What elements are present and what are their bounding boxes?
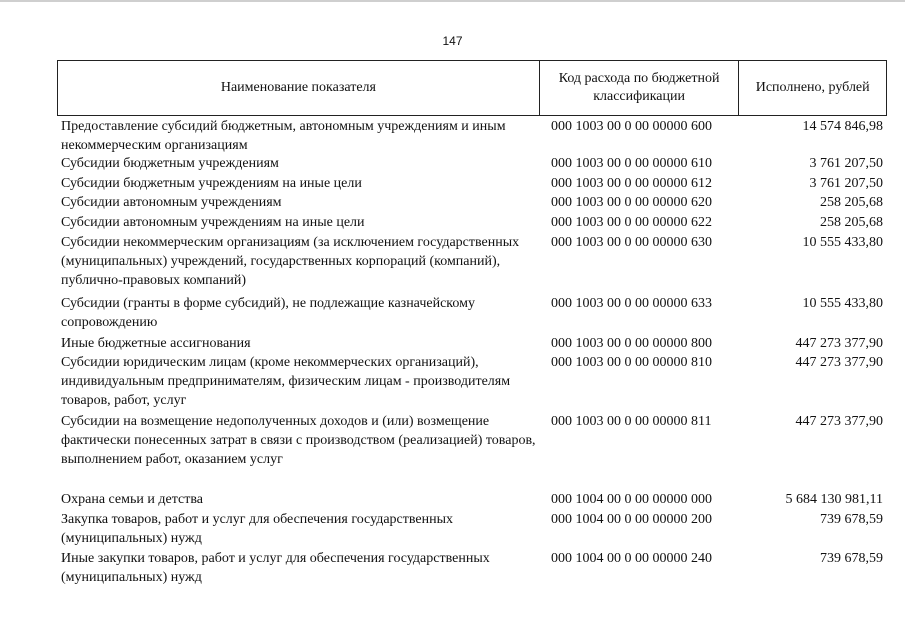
row-name: Закупка товаров, работ и услуг для обеспечения государственных (муниципальных) нужд xyxy=(61,512,454,546)
row-amount: 14 574 846,98 xyxy=(802,119,883,134)
row-amount: 447 273 377,90 xyxy=(795,414,883,429)
row-amount: 739 678,59 xyxy=(820,512,883,527)
row-code: 000 1003 00 0 00 00000 633 xyxy=(551,296,712,311)
row-name: Субсидии автономным учреждениям на иные цели xyxy=(61,215,365,230)
header-amount: Исполнено, рублей xyxy=(755,80,870,95)
row-amount: 5 684 130 981,11 xyxy=(785,492,883,507)
row-code: 000 1003 00 0 00 00000 600 xyxy=(551,119,712,134)
header-code: Код расхода по бюджетной классификации xyxy=(540,61,740,115)
row-code: 000 1003 00 0 00 00000 630 xyxy=(551,235,712,250)
row-name: Субсидии юридическим лицам (кроме некоммерческих организаций), индивидуальным предпринимателям, физическим лицам - производителям товаров, работ, услуг xyxy=(61,355,511,408)
row-code: 000 1003 00 0 00 00000 800 xyxy=(551,336,712,351)
row-name: Субсидии на возмещение недополученных доходов и (или) возмещение фактически понесенных затрат в связи с производством (реализацией) товаров, выполнением работ, оказанием услуг xyxy=(61,414,536,467)
header-name: Наименование показателя xyxy=(58,61,540,115)
row-amount: 3 761 207,50 xyxy=(809,176,883,191)
row-name: Иные бюджетные ассигнования xyxy=(61,336,251,351)
row-code: 000 1003 00 0 00 00000 610 xyxy=(551,156,712,171)
row-code: 000 1004 00 0 00 00000 240 xyxy=(551,551,712,566)
row-amount: 258 205,68 xyxy=(820,215,883,230)
row-code: 000 1004 00 0 00 00000 000 xyxy=(551,492,712,507)
row-code: 000 1004 00 0 00 00000 200 xyxy=(551,512,712,527)
row-amount: 10 555 433,80 xyxy=(802,296,883,311)
table-header xyxy=(57,60,887,116)
row-name: Предоставление субсидий бюджетным, автономным учреждениям и иным некоммерческим организациям xyxy=(61,119,506,153)
row-name: Субсидии бюджетным учреждениям на иные цели xyxy=(61,176,362,191)
row-code: 000 1003 00 0 00 00000 620 xyxy=(551,195,712,210)
page-top-edge xyxy=(0,0,905,2)
row-amount: 3 761 207,50 xyxy=(809,156,883,171)
row-amount: 10 555 433,80 xyxy=(802,235,883,250)
row-name: Субсидии некоммерческим организациям (за исключением государственных (муниципальных) учреждений, государственных корпораций (компаний), публично-правовых компаний) xyxy=(61,235,520,288)
row-amount: 258 205,68 xyxy=(820,195,883,210)
row-name: Субсидии (гранты в форме субсидий), не подлежащие казначейскому сопровождению xyxy=(61,296,475,330)
row-code: 000 1003 00 0 00 00000 612 xyxy=(551,176,712,191)
row-code: 000 1003 00 0 00 00000 811 xyxy=(551,414,712,429)
row-code: 000 1003 00 0 00 00000 622 xyxy=(551,215,712,230)
row-amount: 739 678,59 xyxy=(820,551,883,566)
page-number: 147 xyxy=(442,34,463,48)
row-amount: 447 273 377,90 xyxy=(795,355,883,370)
row-name: Субсидии бюджетным учреждениям xyxy=(61,156,279,171)
row-amount: 447 273 377,90 xyxy=(795,336,883,351)
row-name: Иные закупки товаров, работ и услуг для обеспечения государственных (муниципальных) нужд xyxy=(61,551,490,585)
row-name: Субсидии автономным учреждениям xyxy=(61,195,282,210)
row-code: 000 1003 00 0 00 00000 810 xyxy=(551,355,712,370)
row-name: Охрана семьи и детства xyxy=(61,492,203,507)
